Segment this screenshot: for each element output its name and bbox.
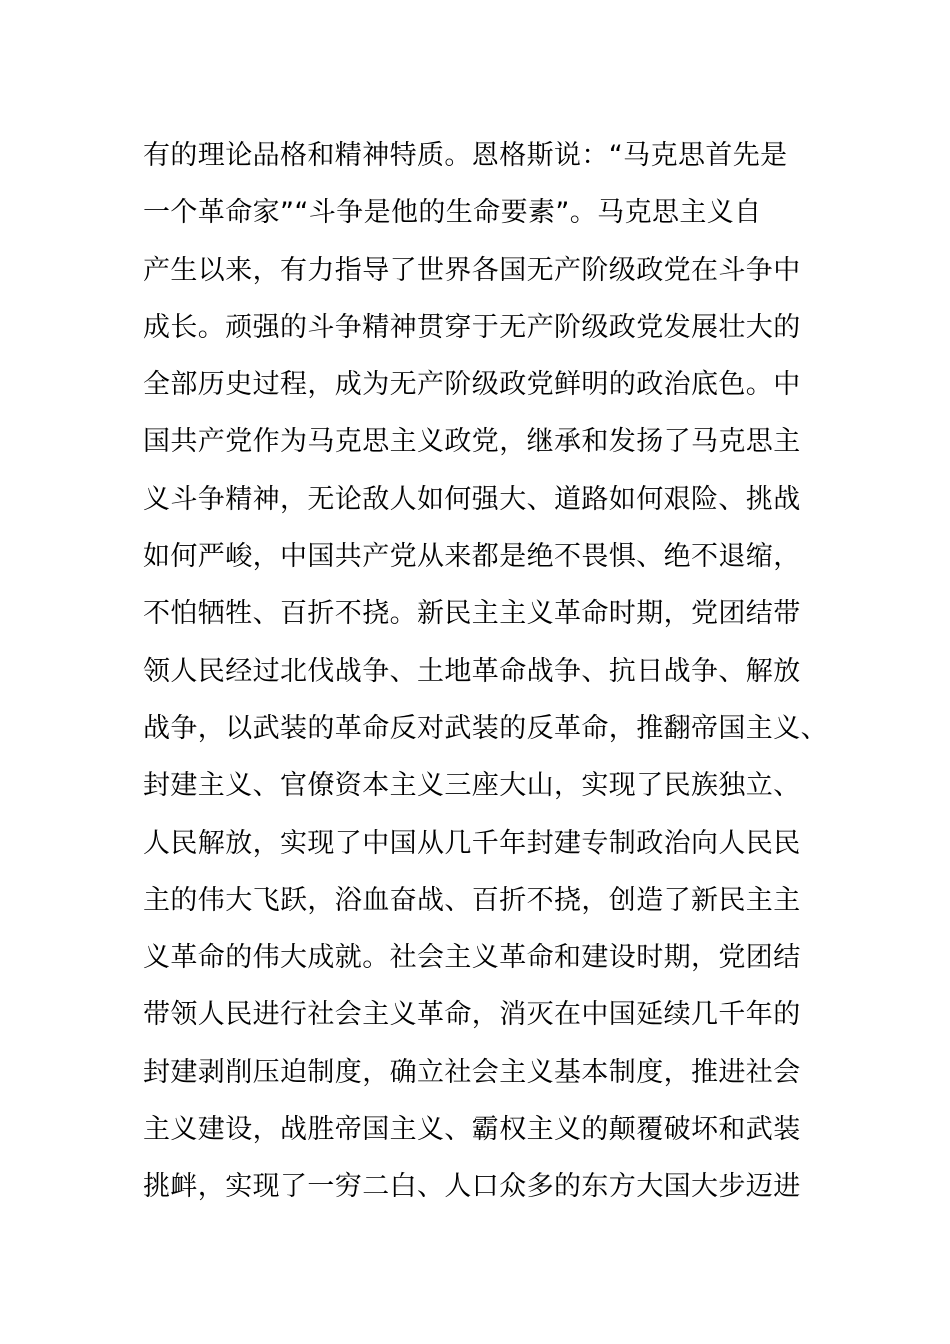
text-line: 不怕牺牲、百折不挠。新民主主义革命时期，党团结带	[143, 598, 801, 630]
text-line: 带领人民进行社会主义革命，消灭在中国延续几千年的	[143, 999, 801, 1031]
text-line: 成长。顽强的斗争精神贯穿于无产阶级政党发展壮大的	[143, 311, 801, 343]
text-line: 主的伟大飞跃，浴血奋战、百折不挠，创造了新民主主	[143, 884, 801, 916]
text-line: 义革命的伟大成就。社会主义革命和建设时期，党团结	[143, 942, 801, 974]
text-line: 封建主义、官僚资本主义三座大山，实现了民族独立、	[143, 770, 801, 802]
text-line: 战争，以武装的革命反对武装的反革命，推翻帝国主义、	[143, 712, 828, 744]
text-line: 如何严峻，中国共产党从来都是绝不畏惧、绝不退缩，	[143, 541, 801, 573]
text-line: 有的理论品格和精神特质。恩格斯说：“马克思首先是	[143, 140, 788, 171]
text-line: 义斗争精神，无论敌人如何强大、道路如何艰险、挑战	[143, 483, 801, 515]
text-line: 国共产党作为马克思主义政党，继承和发扬了马克思主	[143, 426, 801, 458]
text-line: 挑衅，实现了一穷二白、人口众多的东方大国大步迈进	[143, 1171, 801, 1203]
body-text	[143, 127, 843, 1216]
text-line: 主义建设，战胜帝国主义、霸权主义的颠覆破坏和武装	[143, 1114, 801, 1146]
text-line: 领人民经过北伐战争、土地革命战争、抗日战争、解放	[143, 655, 801, 687]
text-line: 一个革命家”“斗争是他的生命要素”。马克思主义自	[143, 197, 762, 229]
text-line: 全部历史过程，成为无产阶级政党鲜明的政治底色。中	[143, 369, 801, 401]
text-line: 产生以来，有力指导了世界各国无产阶级政党在斗争中	[143, 254, 801, 286]
text-line: 封建剥削压迫制度，确立社会主义基本制度，推进社会	[143, 1056, 801, 1088]
text-line: 人民解放，实现了中国从几千年封建专制政治向人民民	[143, 827, 801, 859]
